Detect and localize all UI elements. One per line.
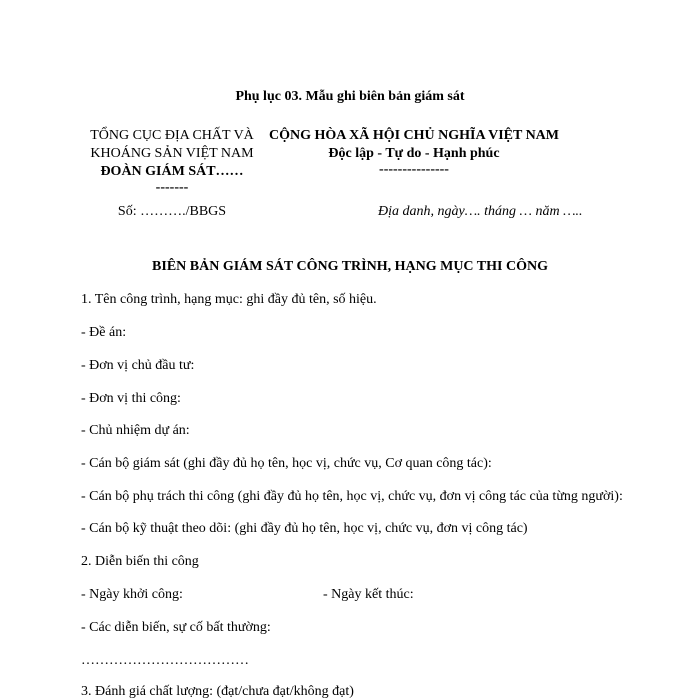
agency-line-2: KHOÁNG SẢN VIỆT NAM: [90, 146, 254, 161]
contractor-line: - Đơn vị thi công:: [81, 391, 181, 406]
events-line: - Các diễn biến, sự cố bất thường:: [81, 620, 271, 635]
technical-staff-line: - Cán bộ kỹ thuật theo dõi: (ghi đầy đủ họ tên, học vị, chức vụ, đơn vị công tác): [81, 521, 528, 536]
appendix-title: Phụ lục 03. Mẫu ghi biên bản giám sát: [235, 89, 465, 104]
national-motto: Độc lập - Tự do - Hạnh phúc: [328, 146, 500, 161]
document-number: Số: ………./BBGS: [117, 204, 227, 219]
investor-line: - Đơn vị chủ đầu tư:: [81, 358, 195, 373]
place-date: Địa danh, ngày…. tháng … năm …..: [378, 204, 583, 219]
left-header-rule: -------: [155, 180, 189, 195]
right-header-rule: ---------------: [379, 162, 449, 177]
document-title: BIÊN BẢN GIÁM SÁT CÔNG TRÌNH, HẠNG MỤC THI CÔNG: [152, 259, 548, 274]
construction-lead-line: - Cán bộ phụ trách thi công (ghi đầy đủ họ tên, học vị, chức vụ, đơn vị công tác của từng người):: [81, 489, 623, 504]
project-manager-line: - Chủ nhiệm dự án:: [81, 423, 190, 438]
project-name-line: 1. Tên công trình, hạng mục: ghi đầy đủ tên, số hiệu.: [81, 292, 377, 307]
dotted-fill-line: ………………………………: [81, 653, 249, 668]
quality-assessment-line: 3. Đánh giá chất lượng: (đạt/chưa đạt/không đạt): [81, 684, 354, 699]
end-date-line: - Ngày kết thúc:: [323, 587, 414, 602]
start-date-line: - Ngày khởi công:: [81, 587, 183, 602]
progress-heading: 2. Diễn biến thi công: [81, 554, 199, 569]
scheme-line: - Đề án:: [81, 325, 127, 340]
agency-line-1: TỔNG CỤC ĐỊA CHẤT VÀ: [90, 128, 254, 143]
supervision-team: ĐOÀN GIÁM SÁT……: [100, 164, 244, 179]
nation-name: CỘNG HÒA XÃ HỘI CHỦ NGHĨA VIỆT NAM: [268, 128, 559, 143]
supervisor-line: - Cán bộ giám sát (ghi đầy đủ họ tên, học vị, chức vụ, Cơ quan công tác):: [81, 456, 492, 471]
